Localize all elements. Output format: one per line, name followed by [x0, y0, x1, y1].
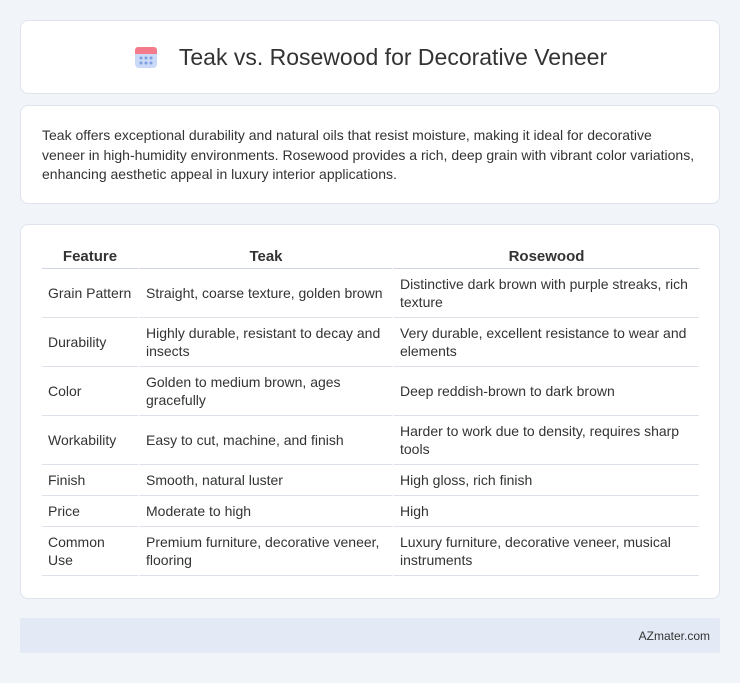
rosewood-cell: High gloss, rich finish	[392, 465, 699, 496]
teak-cell: Moderate to high	[138, 496, 392, 527]
intro-card	[20, 105, 720, 204]
table-row	[42, 367, 699, 416]
comparison-table	[42, 245, 699, 576]
table-header-row	[42, 245, 699, 269]
table-row	[42, 269, 699, 318]
rosewood-cell: Very durable, excellent resistance to wear and elements	[392, 318, 699, 367]
header-teak: Teak	[138, 245, 392, 269]
rosewood-cell: Distinctive dark brown with purple streaks, rich texture	[392, 269, 699, 318]
footer	[20, 618, 720, 653]
rosewood-cell: High	[392, 496, 699, 527]
teak-cell: Premium furniture, decorative veneer, flooring	[138, 527, 392, 576]
rosewood-cell: Luxury furniture, decorative veneer, musical instruments	[392, 527, 699, 576]
feature-cell: Common Use	[42, 527, 138, 576]
page-title: Teak vs. Rosewood for Decorative Veneer	[178, 43, 608, 70]
table-row	[42, 416, 699, 465]
table-row	[42, 465, 699, 496]
rosewood-cell: Harder to work due to density, requires sharp tools	[392, 416, 699, 465]
teak-cell: Golden to medium brown, ages gracefully	[138, 367, 392, 416]
table-row	[42, 318, 699, 367]
comparison-card	[20, 224, 720, 599]
feature-cell: Finish	[42, 465, 138, 496]
calendar-icon	[133, 44, 159, 70]
teak-cell: Highly durable, resistant to decay and insects	[138, 318, 392, 367]
feature-cell: Color	[42, 367, 138, 416]
title-card	[20, 20, 720, 94]
teak-cell: Smooth, natural luster	[138, 465, 392, 496]
table-row	[42, 527, 699, 576]
feature-cell: Grain Pattern	[42, 269, 138, 318]
rosewood-cell: Deep reddish-brown to dark brown	[392, 367, 699, 416]
table-row	[42, 496, 699, 527]
header-rosewood: Rosewood	[392, 245, 699, 269]
teak-cell: Straight, coarse texture, golden brown	[138, 269, 392, 318]
intro-paragraph: Teak offers exceptional durability and natural oils that resist moisture, making it ideal for decorative veneer in high-humidity environments. Rosewood provides a rich, deep grain with vibrant color variations, enhancing aesthetic appeal in luxury interior applications.	[42, 127, 695, 182]
feature-cell: Workability	[42, 416, 138, 465]
header-feature: Feature	[42, 245, 138, 269]
feature-cell: Durability	[42, 318, 138, 367]
footer-brand[interactable]: AZmater.com	[638, 628, 710, 643]
teak-cell: Easy to cut, machine, and finish	[138, 416, 392, 465]
feature-cell: Price	[42, 496, 138, 527]
